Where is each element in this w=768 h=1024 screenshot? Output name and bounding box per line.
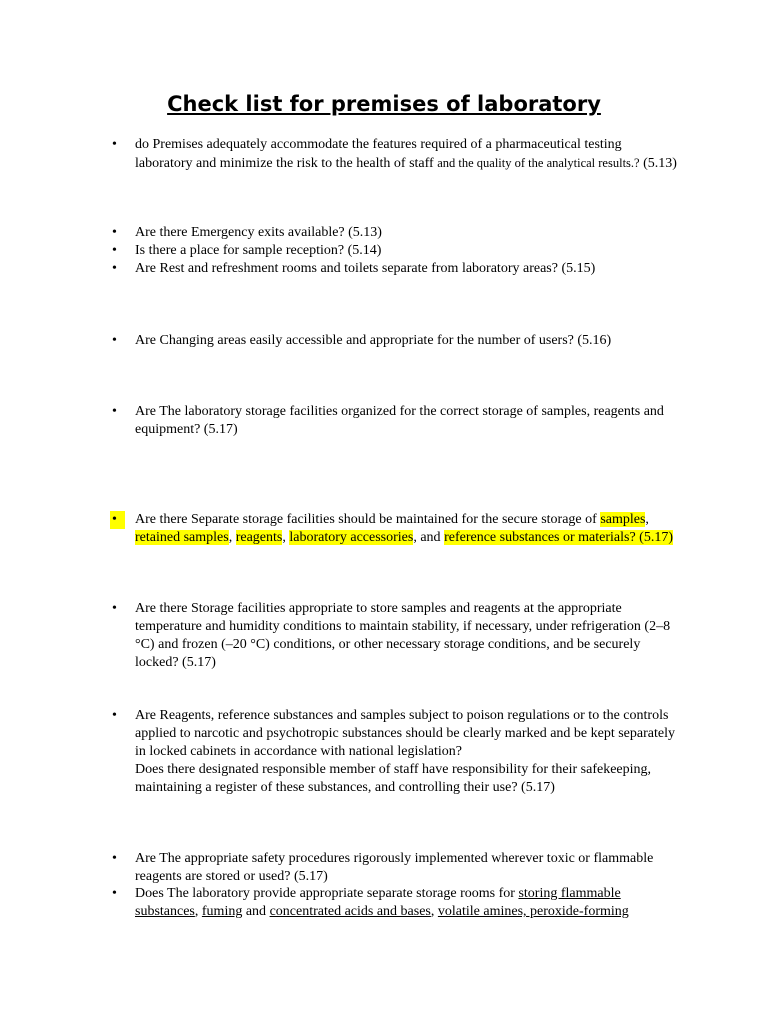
checklist-item-rest-rooms: • Are Rest and refreshment rooms and toilets separate from laboratory areas? (5.15) <box>135 260 680 278</box>
checklist-item-emergency-exits: • Are there Emergency exits available? (5.13) <box>135 224 680 242</box>
checklist-item-storage-conditions: • Are there Storage facilities appropriate to store samples and reagents at the appropriate temperature and humidity conditions to maintain stability, if necessary, under refrigeration (2–8 °C) and frozen (–20 °C) conditions, or other necessary storage conditions, and be securely locked? (5.17) <box>135 600 680 672</box>
checklist-item-changing-areas: • Are Changing areas easily accessible and appropriate for the number of users? (5.16) <box>135 332 680 350</box>
checklist-item-sample-reception: • Is there a place for sample reception? (5.14) <box>135 242 680 260</box>
page-title: Check list for premises of laboratory <box>167 92 601 116</box>
checklist-item-premises: • do Premises adequately accommodate the features required of a pharmaceutical testing laboratory and minimize the risk to the health of staff and the quality of the analytical results.? (5.13) <box>135 136 680 173</box>
checklist-item-poison-regulations: • Are Reagents, reference substances and samples subject to poison regulations or to the controls applied to narcotic and psychotropic substances should be clearly marked and be kept separately in locked cabinets in accordance with national legislation? Does there designated responsible member of staff have responsibility for their safekeeping, maintaining a register of these substances, and controlling their use? (5.17) <box>135 707 680 797</box>
checklist-item-separate-storage-rooms: • Does The laboratory provide appropriate separate storage rooms for storing flammable substances, fuming and concentrated acids and bases, volatile amines, peroxide-forming <box>135 885 680 921</box>
checklist-item-storage-facilities: • Are The laboratory storage facilities organized for the correct storage of samples, reagents and equipment? (5.17) <box>135 403 680 439</box>
checklist-item-safety-procedures: • Are The appropriate safety procedures rigorously implemented wherever toxic or flammable reagents are stored or used? (5.17) <box>135 850 680 886</box>
checklist-item-separate-storage: • Are there Separate storage facilities should be maintained for the secure storage of samples, retained samples, reagents, laboratory accessories, and reference substances or materials? (5.17) <box>135 511 680 547</box>
